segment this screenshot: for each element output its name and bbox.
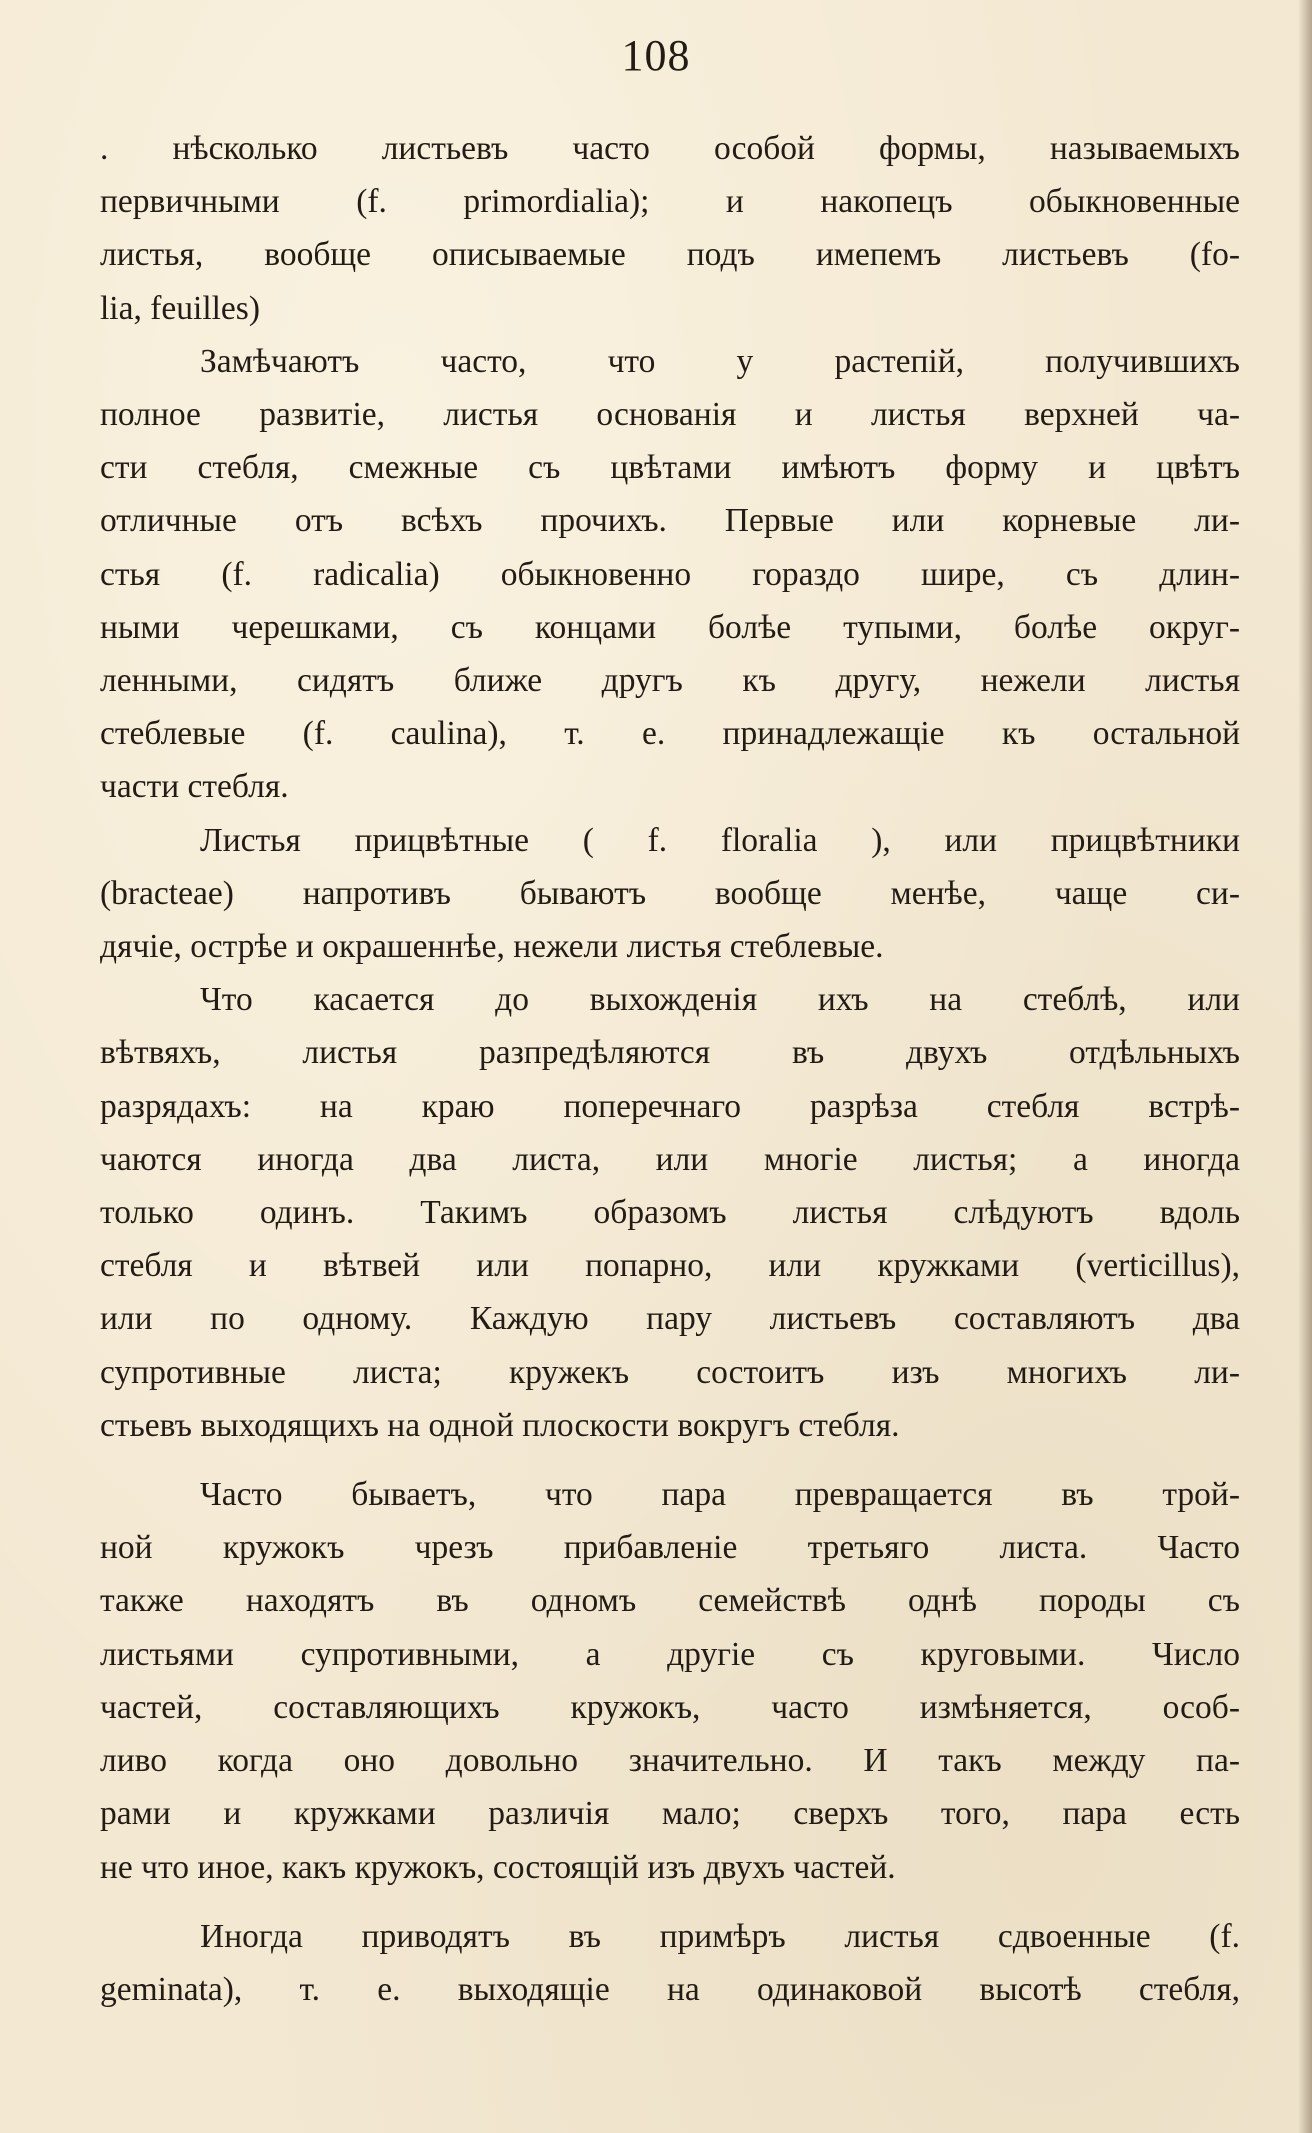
text-line: Листья прицвѣтные ( f. floralia ), или прицвѣтники [200, 821, 1240, 859]
text-line: рами и кружками различія мало; сверхъ того, пара есть [100, 1795, 1240, 1833]
text-line: . нѣсколько листьевъ часто особой формы, называемыхъ [100, 130, 1240, 167]
text-line: Замѣчаютъ часто, что у растепій, получившихъ [200, 342, 1240, 380]
body-text [100, 122, 1240, 2016]
text-line: стьевъ выходящихъ на одной плоскости вокругъ стебля. [100, 1406, 900, 1444]
text-line: не что иное, какъ кружокъ, состоящій изъ двухъ частей. [100, 1848, 896, 1886]
text-line: стеблевые (f. caulina), т. е. принадлежащіе къ остальной [100, 715, 1240, 753]
paragraph-4 [100, 973, 1240, 1452]
text-line: стебля и вѣтвей или попарно, или кружками (verticillus), [100, 1247, 1240, 1285]
text-line: ливо когда оно довольно значительно. И такъ между па- [100, 1742, 1240, 1780]
text-line: первичными (f. primordialia); и накопецъ обыкновенные [100, 183, 1240, 221]
text-line: дячіе, острѣе и окрашеннѣе, нежели листья стеблевые. [100, 928, 884, 966]
paragraph-2 [100, 335, 1240, 814]
page-number: 108 [621, 31, 691, 80]
text-line: листья, вообще описываемые подъ имепемъ листьевъ (fo- [100, 236, 1240, 274]
text-line: Что касается до выхожденія ихъ на стеблѣ, или [200, 981, 1240, 1019]
text-line: части стебля. [100, 768, 289, 806]
text-line: супротивные листа; кружекъ состоитъ изъ многихъ ли- [100, 1353, 1240, 1391]
text-line: geminata), т. е. выходящіе на одинаковой высотѣ стебля, [100, 1970, 1240, 2008]
paragraph-5 [100, 1468, 1240, 1894]
paragraph-3 [100, 814, 1240, 974]
text-line: также находятъ въ одномъ семействѣ однѣ породы съ [100, 1582, 1240, 1620]
text-line: Иногда приводятъ въ примѣръ листья сдвоенные (f. [200, 1917, 1240, 1955]
text-line: стья (f. radicalia) обыкновенно гораздо шире, съ длин- [100, 555, 1240, 593]
text-line: чаются иногда два листа, или многіе листья; а иногда [100, 1140, 1240, 1178]
page-edge-shadow [1298, 0, 1312, 2133]
text-line: частей, составляющихъ кружокъ, часто измѣняется, особ- [100, 1688, 1240, 1726]
text-line: только одинъ. Такимъ образомъ листья слѣдуютъ вдоль [100, 1194, 1240, 1232]
paragraph-1 [100, 122, 1240, 335]
text-line: отличные отъ всѣхъ прочихъ. Первые или корневые ли- [100, 502, 1240, 540]
text-line: или по одному. Каждую пару листьевъ составляютъ два [100, 1300, 1240, 1338]
text-line: ленными, сидятъ ближе другъ къ другу, нежели листья [100, 662, 1240, 700]
text-line: полное развитіе, листья основанія и листья верхней ча- [100, 396, 1240, 434]
text-line: ной кружокъ чрезъ прибавленіе третьяго листа. Часто [100, 1529, 1240, 1567]
text-line: Часто бываетъ, что пара превращается въ трой- [200, 1476, 1240, 1514]
text-line: вѣтвяхъ, листья разпредѣляются въ двухъ отдѣльныхъ [100, 1034, 1240, 1072]
text-line: сти стебля, смежные съ цвѣтами имѣютъ форму и цвѣтъ [100, 449, 1240, 487]
text-line: разрядахъ: на краю поперечнаго разрѣза стебля встрѣ- [100, 1087, 1240, 1125]
text-line: листьями супротивными, а другіе съ круговыми. Число [100, 1635, 1240, 1673]
paragraph-6 [100, 1910, 1240, 2016]
text-line: ными черешками, съ концами болѣе тупыми, болѣе округ- [100, 608, 1240, 646]
text-line: (bracteae) напротивъ бываютъ вообще менѣе, чаще си- [100, 874, 1240, 912]
text-line: lia, feuilles) [100, 289, 260, 327]
